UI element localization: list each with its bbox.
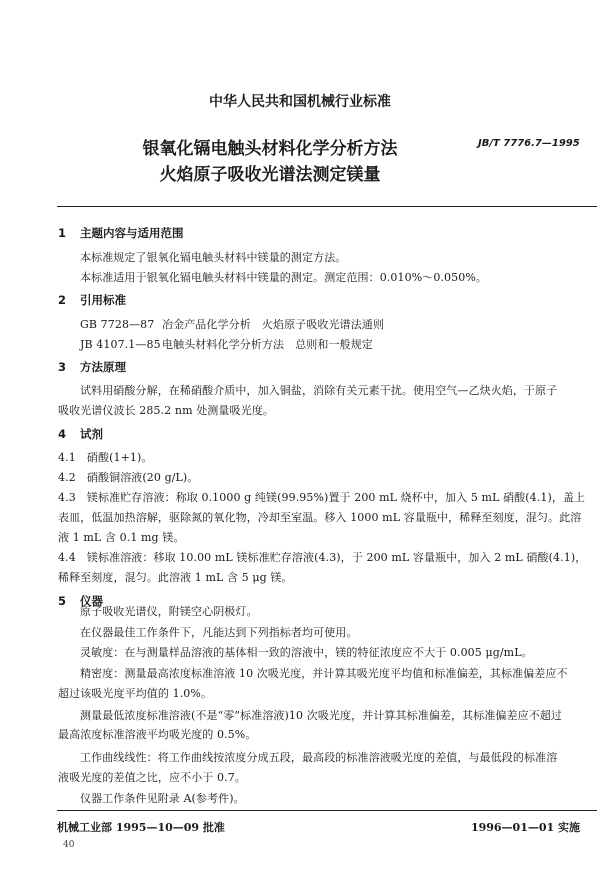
paragraph-line: 在仪器最佳工作条件下，凡能达到下列指标者均可使用。 [80, 626, 358, 639]
approval-date: 机械工业部 1995—10—09 批准 [57, 821, 225, 834]
clause-line: 4.1 硝酸(1+1)。 [58, 451, 153, 464]
section-title: 仪器 [80, 594, 103, 608]
paragraph-line: 本标准规定了银氧化镉电触头材料中镁量的测定方法。 [80, 251, 347, 264]
section-title: 引用标准 [80, 293, 126, 307]
paragraph-line: 液吸光度的差值之比，应不小于 0.7。 [58, 771, 246, 784]
reference-item [80, 336, 373, 352]
clause-line: 4.2 硝酸铜溶液(20 g/L)。 [58, 471, 199, 484]
section-4-heading [58, 426, 103, 442]
standard-code: JB/T 7776.7—1995 [478, 138, 580, 149]
paragraph-line: 精密度：测量最高浓度标准溶液 10 次吸光度，并计算其吸光度平均值和标准偏差，其标准偏差应不 [80, 667, 568, 680]
clause-line: 稀释至刻度，混匀。此溶液 1 mL 含 5 μg 镁。 [58, 571, 293, 584]
reference-item [80, 316, 384, 332]
paragraph-line: 灵敏度：在与测量样品溶液的基体相一致的溶液中，镁的特征浓度应不大于 0.005 μg/mL。 [80, 646, 533, 659]
reference-title: 电触头材料化学分析方法 总则和一般规定 [162, 338, 373, 351]
document-title-line2: 火焰原子吸收光谱法测定镁量 [159, 165, 381, 185]
paragraph-line: 本标准适用于银氧化镉电触头材料中镁量的测定。测定范围：0.010%～0.050%。 [80, 271, 487, 284]
section-number: 2 [58, 293, 67, 307]
section-number: 3 [58, 360, 67, 374]
paragraph-line: 吸收光谱仪波长 285.2 nm 处测量吸光度。 [58, 404, 274, 417]
top-rule [57, 206, 597, 207]
reference-code: GB 7728—87 [80, 318, 155, 331]
paragraph-line: 超过该吸光度平均值的 1.0%。 [58, 687, 213, 700]
document-category: 中华人民共和国机械行业标准 [209, 94, 391, 110]
section-title: 试剂 [80, 427, 103, 441]
section-number: 1 [58, 226, 67, 240]
reference-code: JB 4107.1—85 [80, 338, 161, 351]
paragraph-line: 测量最低浓度标准溶液(不是“零”标准溶液)10 次吸光度，并计算其标准偏差，其标准偏差应不超过 [80, 709, 563, 722]
document-title-line1: 银氧化镉电触头材料化学分析方法 [142, 139, 398, 159]
section-number: 5 [58, 594, 67, 608]
paragraph-line: 原子吸收光谱仪，附镁空心阴极灯。 [80, 605, 258, 618]
bottom-rule [57, 810, 597, 811]
effective-date: 1996—01—01 实施 [470, 821, 580, 834]
clause-line: 4.4 镁标准溶液：移取 10.00 mL 镁标准贮存溶液(4.3)，于 200 mL 容量瓶中，加入 2 mL 硝酸(4.1)， [58, 551, 587, 564]
section-title: 方法原理 [80, 360, 126, 374]
section-title: 主题内容与适用范围 [80, 226, 184, 240]
section-3-heading [58, 359, 126, 375]
clause-line: 液 1 mL 含 0.1 mg 镁。 [58, 531, 185, 544]
section-number: 4 [58, 427, 67, 441]
reference-title: 冶金产品化学分析 火焰原子吸收光谱法通则 [162, 318, 384, 331]
clause-line: 4.3 镁标准贮存溶液：称取 0.1000 g 纯镁(99.95%)置于 200 mL 烧杯中，加入 5 mL 硝酸(4.1)，盖上 [58, 491, 586, 504]
paragraph-line: 工作曲线线性：将工作曲线按浓度分成五段，最高段的标准溶液吸光度的差值，与最低段的标准溶 [80, 751, 558, 764]
section-2-heading [58, 292, 126, 308]
paragraph-line: 仪器工作条件见附录 A(参考件)。 [80, 792, 245, 805]
paragraph-line: 试料用硝酸分解，在稀硝酸介质中，加入铜盐，消除有关元素干扰。使用空气—乙炔火焰，于原子 [80, 384, 558, 397]
paragraph-line: 最高浓度标准溶液平均吸光度的 0.5%。 [58, 728, 257, 741]
section-1-heading [58, 225, 184, 241]
page-number: 40 [63, 840, 75, 850]
clause-line: 表皿，低温加热溶解，驱除氮的氧化物，冷却至室温。移入 1000 mL 容量瓶中，稀释至刻度，混匀。此溶 [58, 511, 582, 524]
